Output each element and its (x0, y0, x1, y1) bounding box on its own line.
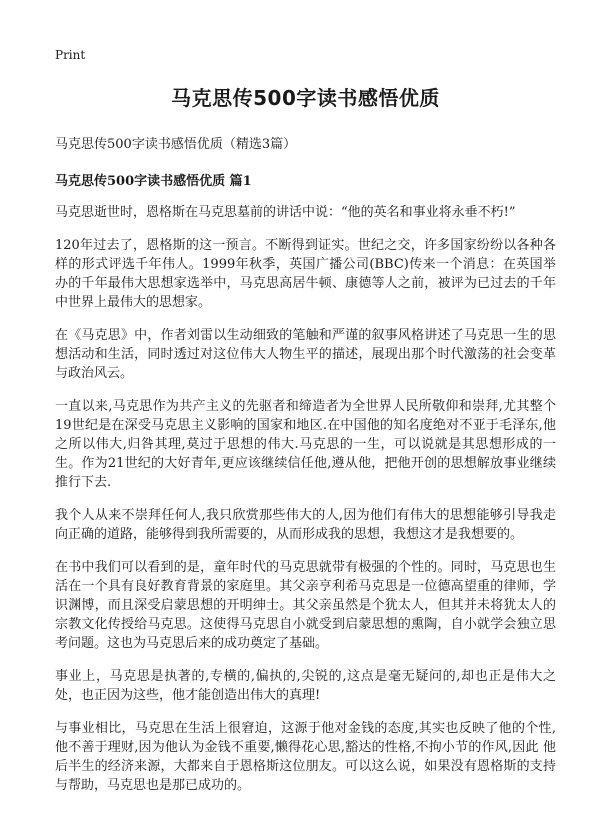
paragraph: 一直以来,马克思作为共产主义的先驱者和缔造者为全世界人民所敬仰和崇拜,尤其整个19世纪是在深受马克思主义影响的国家和地区.在中国他的知名度绝对不亚于毛泽东,他之所以伟大,归咎其理,莫过于思想的伟大.马克思的一生，可以说就是其思想形成的一生。作为21世纪的大好青年,更应该继续信任他,遵从他，把他开创的思想解放事业继续推行下去. (55, 399, 556, 490)
page-title: 马克思传500字读书感悟优质 (171, 86, 440, 110)
paragraph: 我个人从来不崇拜任何人,我只欣赏那些伟大的人,因为他们有伟大的思想能够引导我走向正确的道路，能够得到我所需要的，从而形成我的思想，我想这才是我想要的。 (55, 508, 556, 542)
paragraph: 与事业相比，马克思在生活上很窘迫，这源于他对金钱的态度,其实也反映了他的个性,他不善于理财,因为他认为金钱不重要,懒得花心思,豁达的性格,不拘小节的作风,因此 他后半生的经济来源，大都来自于恩格斯这位朋友。可以这么说，如果没有恩格斯的支持与帮助，马克思也是那已成功的。 (55, 721, 556, 793)
paragraph: 马克思逝世时，恩格斯在马克思墓前的讲话中说：“他的英名和事业将永垂不朽!” (55, 205, 516, 220)
paragraph: 在《马克思》中，作者刘雷以生动细致的笔触和严谨的叙事风格讲述了马克思一生的思想活动和生活，同时透过对这位伟大人物生平的描述，展现出那个时代激荡的社会变革与政治风云。 (55, 328, 556, 381)
print-link[interactable]: Print (55, 48, 86, 62)
paragraph: 120年过去了，恩格斯的这一预言。不断得到证实。世纪之交，许多国家纷纷以各种各样的形式评选千年伟人。1999年秋季，英国广播公司(BBC)传来一个消息：在英国举办的千年最伟大思想家选举中，马克思高居牛顿、康德等人之前，被评为已过去的千年中世界上最伟大的思想家。 (55, 238, 556, 310)
paragraph: 事业上，马克思是执著的,专横的,偏执的,尖锐的,这点是毫无疑问的,却也正是伟大之处，也正因为这些，他才能创造出伟大的真理! (55, 669, 556, 703)
section-heading: 马克思传500字读书感悟优质 篇1 (55, 174, 252, 189)
paragraph: 在书中我们可以看到的是，童年时代的马克思就带有极强的个性的。同时，马克思也生活在一个具有良好教育背景的家庭里。其父亲亨利希马克思是一位德高望重的律师，学识渊博，而且深受启蒙思想的开明绅士。其父亲虽然是个犹太人，但其并未将犹太人的宗教文化传授给马克思。这使得马克思自小就受到启蒙思想的熏陶，自小就学会独立思考问题。这也为马克思后来的成功奠定了基础。 (55, 560, 556, 651)
document-subtitle: 马克思传500字读书感悟优质（精选3篇） (55, 137, 297, 152)
